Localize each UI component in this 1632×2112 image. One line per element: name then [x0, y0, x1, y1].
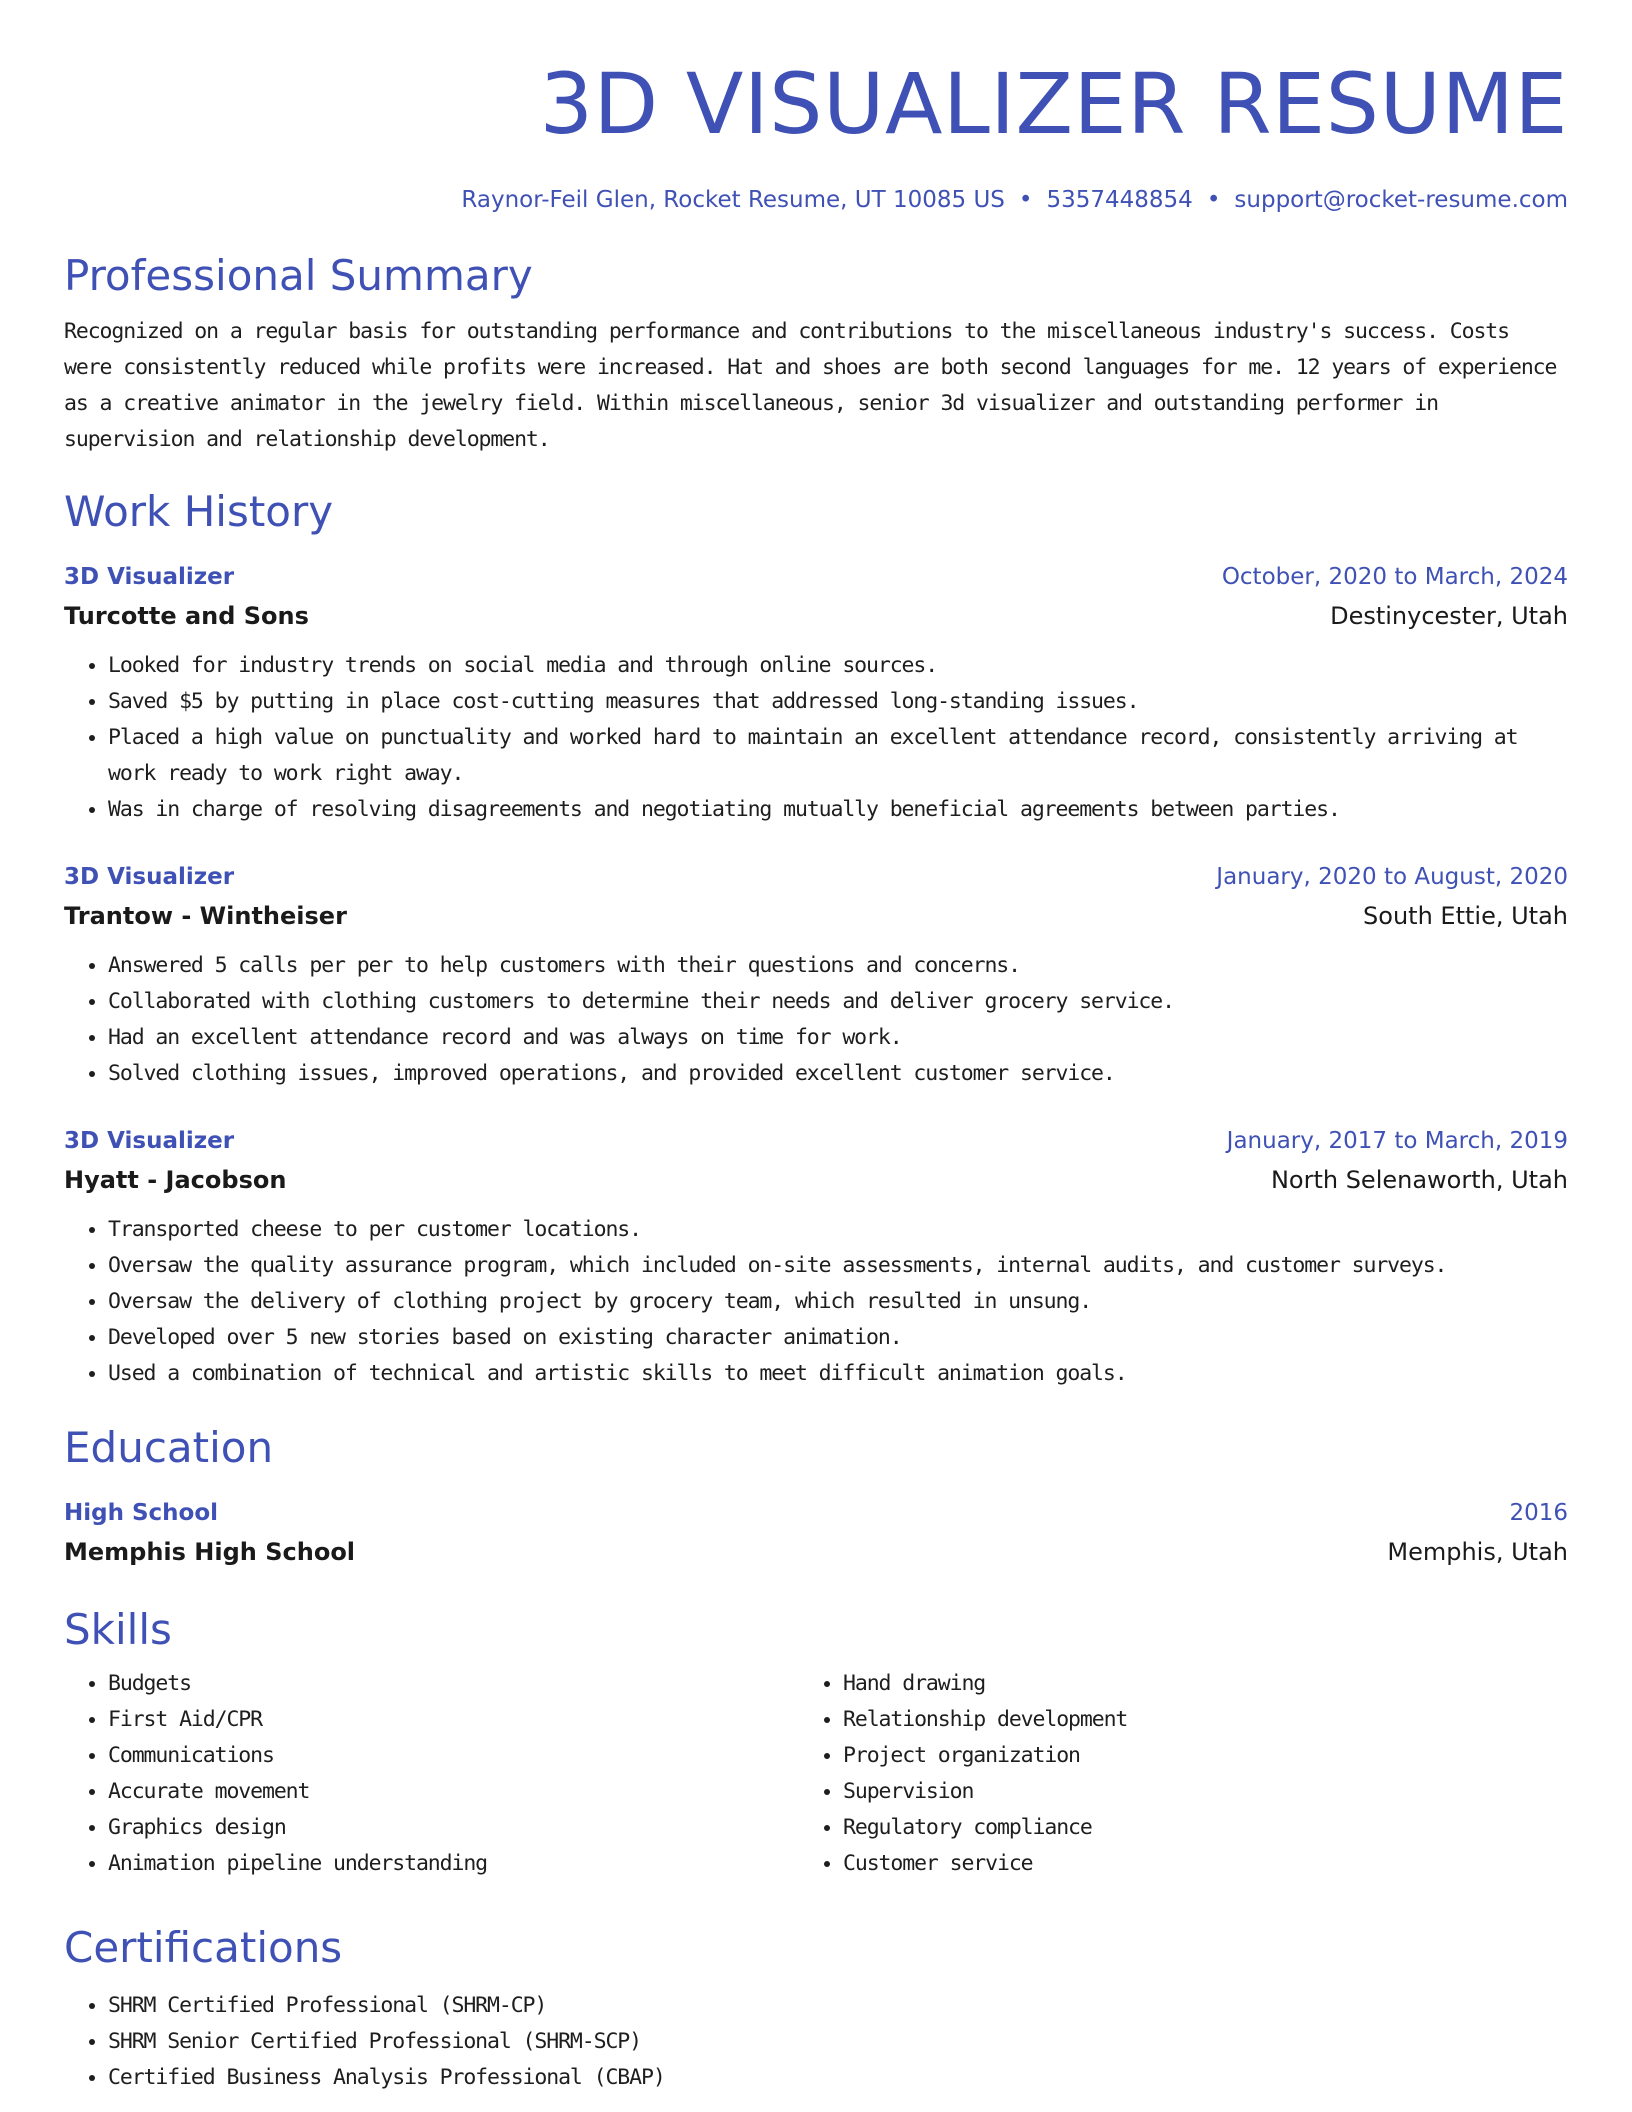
skill-item: • Graphics design: [108, 1810, 799, 1846]
job-dates: October, 2020 to March, 2024: [1221, 564, 1568, 590]
job-bullet: • Saved $5 by putting in place cost-cutting measures that addressed long-standing issues.: [108, 684, 1568, 720]
job-bullet: • Placed a high value on punctuality and worked hard to maintain an excellent attendance record, consistently arriving at work ready to work right away.: [108, 720, 1568, 792]
skill-item: • Budgets: [108, 1666, 799, 1702]
contact-separator: •: [1018, 187, 1033, 213]
education-entry: [64, 1494, 1568, 1572]
contact-separator: •: [1206, 187, 1221, 213]
job-bullets: [64, 648, 1568, 828]
job-bullet: • Oversaw the delivery of clothing project by grocery team, which resulted in unsung.: [108, 1284, 1568, 1320]
job-dates: January, 2020 to August, 2020: [1216, 864, 1568, 890]
job-title: 3D Visualizer: [64, 1128, 235, 1154]
job-dates: January, 2017 to March, 2019: [1226, 1128, 1568, 1154]
job-bullet: • Looked for industry trends on social media and through online sources.: [108, 648, 1568, 684]
skill-item: • Regulatory compliance: [843, 1810, 1568, 1846]
job-entry: [64, 1122, 1568, 1392]
skill-item: • First Aid/CPR: [108, 1702, 799, 1738]
skill-item: • Relationship development: [843, 1702, 1568, 1738]
contact-address: Raynor-Feil Glen, Rocket Resume, UT 10085 US: [461, 187, 1005, 213]
education-location: Memphis, Utah: [1387, 1538, 1568, 1566]
education-degree: High School: [64, 1500, 219, 1526]
job-location: North Selenaworth, Utah: [1270, 1166, 1568, 1194]
education-year: 2016: [1509, 1500, 1568, 1526]
job-bullet: • Oversaw the quality assurance program, which included on-site assessments, internal audits, and customer surveys.: [108, 1248, 1568, 1284]
job-bullet: • Collaborated with clothing customers to determine their needs and deliver grocery service.: [108, 984, 1568, 1020]
skill-item: • Supervision: [843, 1774, 1568, 1810]
resume-header: [64, 0, 1568, 218]
skill-item: • Accurate movement: [108, 1774, 799, 1810]
skills-list: [799, 1666, 1568, 1882]
skill-item: • Communications: [108, 1738, 799, 1774]
skills-list: [64, 1666, 799, 1882]
job-entry: [64, 858, 1568, 1092]
resume-name: 3D VISUALIZER RESUME: [539, 55, 1568, 153]
education-school: Memphis High School: [64, 1538, 356, 1566]
skills-column-left: [64, 1666, 799, 1882]
job-location: South Ettie, Utah: [1363, 902, 1568, 930]
job-entry: [64, 558, 1568, 828]
contact-line: [64, 182, 1568, 218]
skill-item: • Hand drawing: [843, 1666, 1568, 1702]
job-bullets: [64, 1212, 1568, 1392]
skills-columns: [64, 1666, 1568, 1882]
certification-item: • SHRM Senior Certified Professional (SHRM-SCP): [108, 2024, 1568, 2060]
certifications-heading: Certifications: [64, 1923, 343, 1972]
job-company: Hyatt - Jacobson: [64, 1166, 287, 1194]
contact-phone[interactable]: 5357448854: [1046, 187, 1193, 213]
certification-item: • SHRM Certified Professional (SHRM-CP): [108, 1988, 1568, 2024]
job-bullet: • Was in charge of resolving disagreements and negotiating mutually beneficial agreements between parties.: [108, 792, 1568, 828]
summary-text: Recognized on a regular basis for outstanding performance and contributions to the miscellaneous industry's success. Costs were consistently reduced while profits were increased. Hat and shoes are both second languages for me. 12 years of experience as a creative animator in the jewelry field. Within miscellaneous, senior 3d visualizer and outstanding performer in supervision and relationship development.: [64, 319, 1557, 452]
job-bullet: • Had an excellent attendance record and was always on time for work.: [108, 1020, 1568, 1056]
summary-heading: Professional Summary: [64, 251, 533, 300]
job-bullet: • Used a combination of technical and artistic skills to meet difficult animation goals.: [108, 1356, 1568, 1392]
job-company: Trantow - Wintheiser: [64, 902, 347, 930]
job-bullet: • Transported cheese to per customer locations.: [108, 1212, 1568, 1248]
certifications-list: [64, 1988, 1568, 2096]
job-company: Turcotte and Sons: [64, 602, 309, 630]
job-bullet: • Solved clothing issues, improved operations, and provided excellent customer service.: [108, 1056, 1568, 1092]
education-heading: Education: [64, 1423, 274, 1472]
skill-item: • Project organization: [843, 1738, 1568, 1774]
work-history-heading: Work History: [64, 487, 334, 536]
job-title: 3D Visualizer: [64, 864, 235, 890]
contact-email[interactable]: support@rocket-resume.com: [1234, 187, 1568, 213]
skill-item: • Customer service: [843, 1846, 1568, 1882]
job-title: 3D Visualizer: [64, 564, 235, 590]
skills-column-right: [799, 1666, 1568, 1882]
job-location: Destinycester, Utah: [1330, 602, 1568, 630]
skill-item: • Animation pipeline understanding: [108, 1846, 799, 1882]
job-bullet: • Developed over 5 new stories based on existing character animation.: [108, 1320, 1568, 1356]
job-bullet: • Answered 5 calls per per to help customers with their questions and concerns.: [108, 948, 1568, 984]
job-bullets: [64, 948, 1568, 1092]
skills-heading: Skills: [64, 1605, 172, 1654]
certification-item: • Certified Business Analysis Professional (CBAP): [108, 2060, 1568, 2096]
